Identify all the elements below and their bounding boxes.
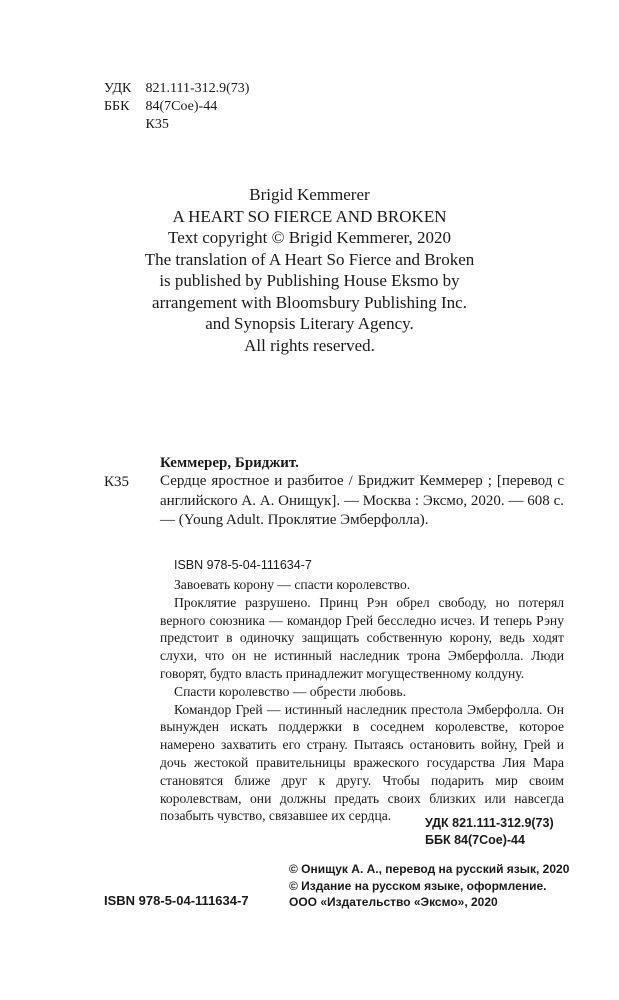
classification-codes	[104, 80, 249, 134]
annotation-paragraph: Спасти королевство — обрести любовь.	[174, 683, 406, 699]
catalog-isbn: ISBN 978-5-04-111634-7	[174, 558, 312, 572]
copyright-line: is published by Publishing House Eksmo by	[159, 271, 460, 290]
bbk-label: ББК	[104, 99, 130, 114]
annotation	[160, 576, 564, 825]
catalog-description: Сердце яростное и разбитое / Бриджит Кеммерер ; [перевод с английского А. А. Онищук]. — Москва : Эксмо, 2020. — 608 с. — (Young Adult. Проклятие Эмберфолла).	[160, 473, 564, 529]
bottom-classification	[425, 815, 554, 849]
copyright-rights: All rights reserved.	[244, 335, 375, 355]
annotation-paragraph: Командор Грей — истинный наследник престола Эмберфолла. Он вынужден искать поддержки в соседнем королевстве, которое намерено захватить его страну. Пытаясь остановить войну, Грей и дочь жестокой правительницы вражеского государства Лия Мара становятся ближе друг к другу. Чтобы подарить мир своим королевствам, они должны предать своих близких или навсегда позабыть чувство, связавшее их сердца.	[160, 701, 564, 824]
copyright-block	[0, 184, 619, 356]
annotation-paragraph: Проклятие разрушено. Принц Рэн обрел свободу, но потерял верного союзника — командор Грей бесследно исчез. И теперь Рэну предстоит в одиночку защищать собственную корону, ведь ходят слухи, что он не истинный наследник трона Эмберфолла. Люди говорят, будто власть принадлежит могущественному колдуну.	[160, 594, 564, 681]
udk-row	[104, 80, 249, 98]
udk-value: 821.111-312.9(73)	[145, 81, 250, 96]
copyright-line: arrangement with Bloomsbury Publishing Inc.	[152, 292, 467, 312]
catalog-cutter: К35	[104, 474, 130, 490]
cutter-code: К35	[145, 117, 169, 132]
copyright-original-title: A HEART SO FIERCE AND BROKEN	[172, 206, 447, 226]
catalog-author: Кеммерер, Бриджит.	[160, 455, 299, 471]
cutter-row	[104, 116, 249, 134]
rights-block	[289, 861, 569, 911]
copyright-line: and Synopsis Literary Agency.	[205, 314, 414, 333]
udk-label: УДК	[104, 81, 132, 96]
bottom-bbk: ББК 84(7Сое)-44	[425, 833, 525, 847]
isbn-bottom: ISBN 978-5-04-111634-7	[104, 893, 249, 908]
copyright-line: Text copyright © Brigid Kemmerer, 2020	[168, 228, 451, 247]
rights-line: © Онищук А. А., перевод на русский язык, 2020	[289, 862, 570, 876]
bbk-row	[104, 98, 249, 116]
bottom-udk: УДК 821.111-312.9(73)	[425, 816, 554, 830]
annotation-paragraph: Завоевать корону — спасти королевство.	[174, 577, 411, 592]
copyright-line: The translation of A Heart So Fierce and Broken	[144, 249, 475, 269]
copyright-author: Brigid Kemmerer	[249, 185, 370, 204]
bbk-value: 84(7Сое)-44	[145, 99, 218, 114]
rights-line: © Издание на русском языке, оформление.	[289, 878, 547, 893]
rights-line: ООО «Издательство «Эксмо», 2020	[289, 895, 498, 909]
